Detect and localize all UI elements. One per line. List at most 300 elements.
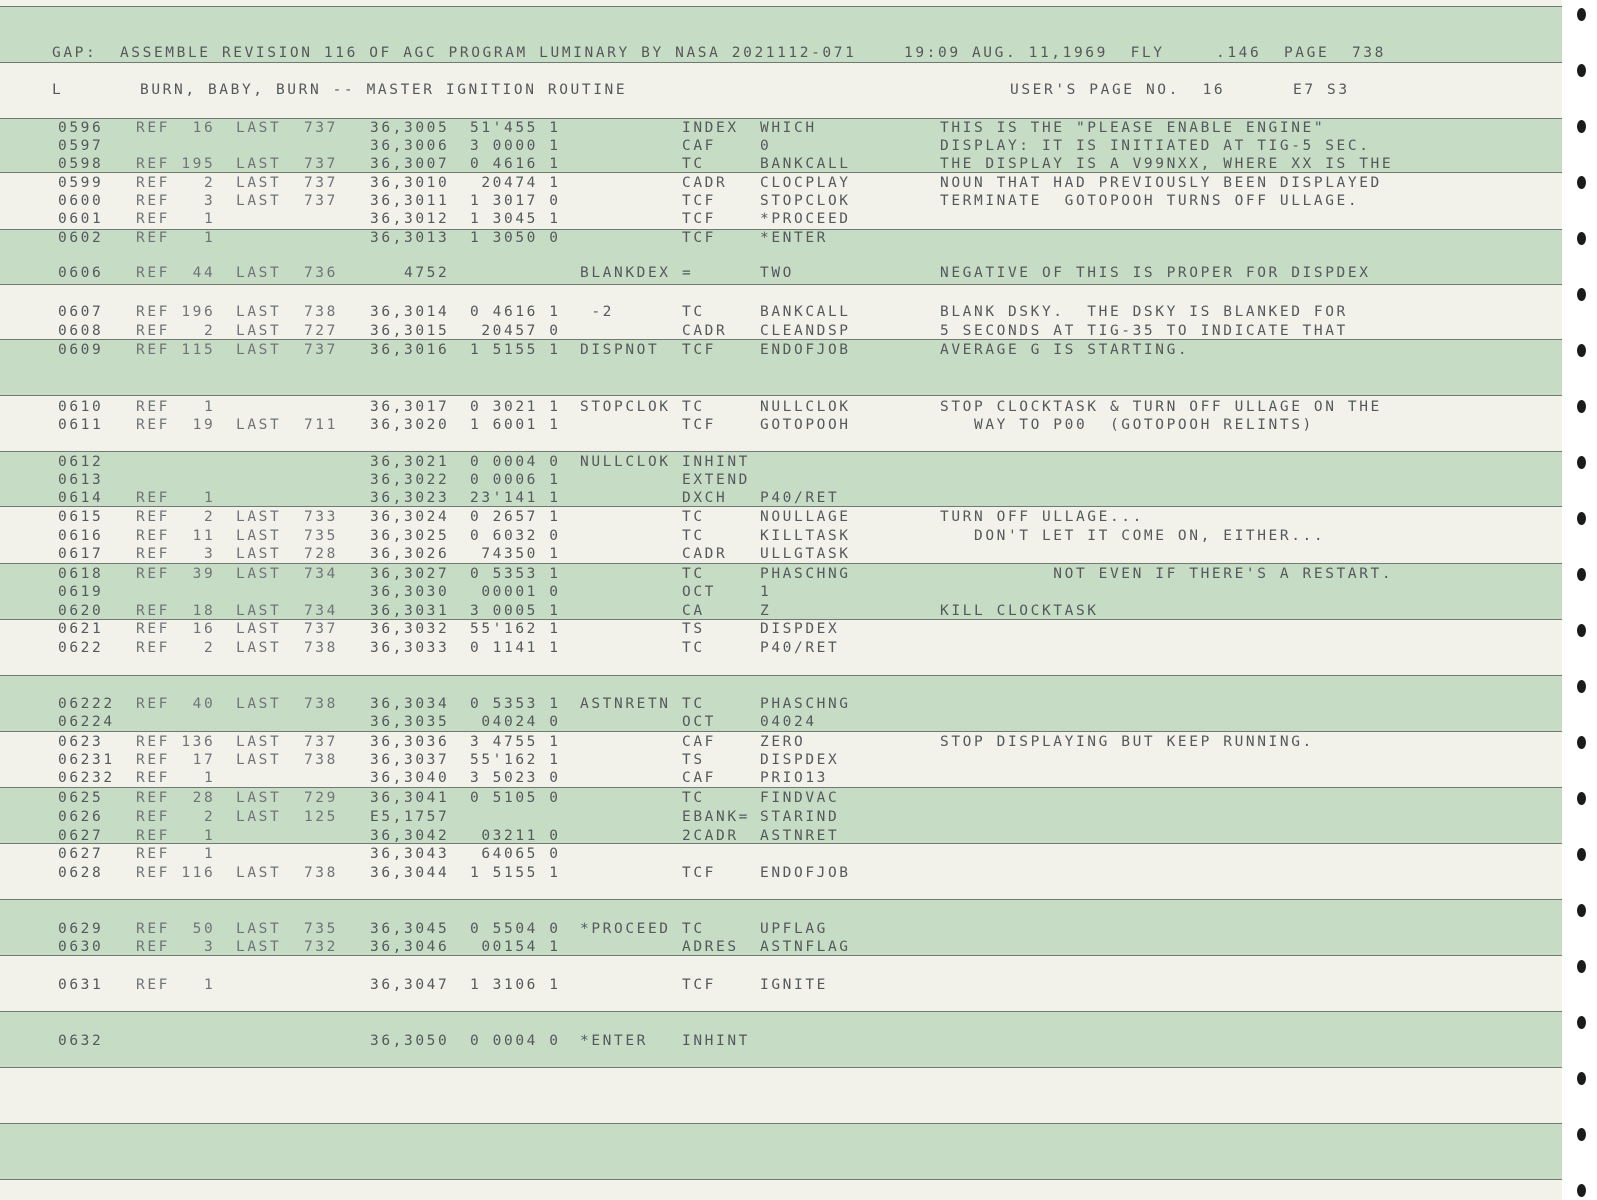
band-rule	[0, 1179, 1562, 1180]
last-ref: LAST 737	[236, 193, 338, 209]
octal-word: 1 3050 0	[470, 230, 561, 246]
operand: P40/RET	[760, 490, 840, 506]
label: NULLCLOK	[580, 454, 671, 470]
feed-hole-icon	[1577, 848, 1586, 861]
last-ref: LAST 735	[236, 921, 338, 937]
last-ref: LAST 736	[236, 265, 338, 281]
band-rule	[0, 62, 1562, 63]
feed-hole-icon	[1577, 1016, 1586, 1029]
band-rule	[0, 1011, 1562, 1012]
last-ref: LAST 729	[236, 790, 338, 806]
last-ref: LAST 733	[236, 509, 338, 525]
address: 36,3032	[370, 621, 450, 637]
last-ref: LAST 738	[236, 640, 338, 656]
operand: *ENTER	[760, 230, 828, 246]
opcode: CADR	[682, 323, 728, 339]
comment: STOP CLOCKTASK & TURN OFF ULLAGE ON THE	[940, 399, 1382, 415]
line-number: 0602	[58, 230, 104, 246]
comment: WAY TO P00 (GOTOPOOH RELINTS)	[940, 417, 1314, 433]
last-ref: LAST 734	[236, 566, 338, 582]
line-number: 0627	[58, 846, 104, 862]
address: 36,3026	[370, 546, 450, 562]
feed-hole-icon	[1577, 1072, 1586, 1085]
band-rule	[0, 899, 1562, 900]
line-number: 0608	[58, 323, 104, 339]
opcode: TCF	[682, 417, 716, 433]
address: 36,3006	[370, 138, 450, 154]
band-rule	[0, 563, 1562, 564]
address: 36,3050	[370, 1033, 450, 1049]
opcode: TC	[682, 509, 705, 525]
ref-count: REF 2	[136, 809, 216, 825]
octal-word: 04024 0	[470, 714, 561, 730]
octal-word: 23'141 1	[470, 490, 561, 506]
ref-count: REF 1	[136, 770, 216, 786]
line-number: 0625	[58, 790, 104, 806]
line-number: 0615	[58, 509, 104, 525]
octal-word: 3 4755 1	[470, 734, 561, 750]
opcode: OCT	[682, 584, 716, 600]
green-band	[0, 1123, 1562, 1179]
octal-word: 74350 1	[470, 546, 561, 562]
line-number: 0612	[58, 454, 104, 470]
ref-count: REF 2	[136, 640, 216, 656]
opcode: TCF	[682, 211, 716, 227]
last-ref: LAST 737	[236, 175, 338, 191]
opcode: INDEX	[682, 120, 739, 136]
octal-word: 0 3021 1	[470, 399, 561, 415]
address: 36,3043	[370, 846, 450, 862]
line-number: 06224	[58, 714, 115, 730]
ref-count: REF 116	[136, 865, 216, 881]
operand: FINDVAC	[760, 790, 840, 806]
last-ref: LAST 711	[236, 417, 338, 433]
octal-word: 0 5353 1	[470, 696, 561, 712]
comment: DISPLAY: IT IS INITIATED AT TIG-5 SEC.	[940, 138, 1371, 154]
print-timestamp: 19:09 AUG. 11,1969 FLY	[904, 45, 1165, 61]
line-number: 0622	[58, 640, 104, 656]
address: 36,3007	[370, 156, 450, 172]
octal-word: 20474 1	[470, 175, 561, 191]
opcode: EBANK=	[682, 809, 750, 825]
octal-word: 20457 0	[470, 323, 561, 339]
opcode: TCF	[682, 865, 716, 881]
octal-word: 3 0005 1	[470, 603, 561, 619]
address: 36,3011	[370, 193, 450, 209]
octal-word: 0 4616 1	[470, 156, 561, 172]
octal-word: 1 5155 1	[470, 865, 561, 881]
line-number: 0628	[58, 865, 104, 881]
address: 36,3012	[370, 211, 450, 227]
octal-word: 1 3106 1	[470, 977, 561, 993]
feed-hole-icon	[1577, 792, 1586, 805]
line-number: 0627	[58, 828, 104, 844]
address: 36,3046	[370, 939, 450, 955]
last-ref: LAST 735	[236, 528, 338, 544]
opcode: TCF	[682, 342, 716, 358]
ref-count: REF 16	[136, 120, 216, 136]
feed-hole-icon	[1577, 232, 1586, 245]
last-ref: LAST 728	[236, 546, 338, 562]
address: 36,3036	[370, 734, 450, 750]
opcode: TC	[682, 640, 705, 656]
operand: IGNITE	[760, 977, 828, 993]
octal-word: 55'162 1	[470, 752, 561, 768]
opcode: TC	[682, 566, 705, 582]
ref-count: REF 3	[136, 546, 216, 562]
operand: WHICH	[760, 120, 817, 136]
ref-count: REF 3	[136, 939, 216, 955]
octal-word: 55'162 1	[470, 621, 561, 637]
operand: STARIND	[760, 809, 840, 825]
ref-count: REF 39	[136, 566, 216, 582]
octal-word: 3 5023 0	[470, 770, 561, 786]
comment: NEGATIVE OF THIS IS PROPER FOR DISPDEX	[940, 265, 1371, 281]
operand: DISPDEX	[760, 621, 840, 637]
address: 36,3014	[370, 304, 450, 320]
operand: TWO	[760, 265, 794, 281]
operand: PHASCHNG	[760, 566, 851, 582]
ref-count: REF 40	[136, 696, 216, 712]
operand: KILLTASK	[760, 528, 851, 544]
address: 36,3047	[370, 977, 450, 993]
last-ref: LAST 738	[236, 696, 338, 712]
address: 36,3037	[370, 752, 450, 768]
opcode: DXCH	[682, 490, 728, 506]
operand: P40/RET	[760, 640, 840, 656]
line-number: 0617	[58, 546, 104, 562]
address: 36,3022	[370, 472, 450, 488]
band-rule	[0, 284, 1562, 285]
address: 36,3027	[370, 566, 450, 582]
line-number: 0614	[58, 490, 104, 506]
ref-count: REF 17	[136, 752, 216, 768]
operand: Z	[760, 603, 772, 619]
routine-title: BURN, BABY, BURN -- MASTER IGNITION ROUTINE	[140, 82, 628, 98]
octal-word: 0 2657 1	[470, 509, 561, 525]
ref-count: REF 1	[136, 230, 216, 246]
label: DISPNOT	[580, 342, 660, 358]
octal-word: 64065 0	[470, 846, 561, 862]
ref-count: REF 18	[136, 603, 216, 619]
line-number: 0630	[58, 939, 104, 955]
band-rule	[0, 1123, 1562, 1124]
ref-count: REF 196	[136, 304, 216, 320]
opcode: CAF	[682, 770, 716, 786]
band-rule	[0, 6, 1562, 7]
last-ref: LAST 738	[236, 304, 338, 320]
line-number: 0610	[58, 399, 104, 415]
last-ref: LAST 737	[236, 342, 338, 358]
line-number: 0601	[58, 211, 104, 227]
green-band	[0, 1011, 1562, 1067]
operand: ENDOFJOB	[760, 865, 851, 881]
octal-word: 0 5353 1	[470, 566, 561, 582]
address: E5,1757	[370, 809, 450, 825]
feed-hole-icon	[1577, 288, 1586, 301]
band-rule	[0, 395, 1562, 396]
feed-hole-icon	[1577, 736, 1586, 749]
line-number: 0616	[58, 528, 104, 544]
opcode: INHINT	[682, 454, 750, 470]
line-number: 0621	[58, 621, 104, 637]
feed-hole-icon	[1577, 904, 1586, 917]
opcode: TS	[682, 752, 705, 768]
feed-hole-icon	[1577, 960, 1586, 973]
operand: CLEANDSP	[760, 323, 851, 339]
feed-hole-icon	[1577, 512, 1586, 525]
last-ref: LAST 734	[236, 603, 338, 619]
line-number: 0631	[58, 977, 104, 993]
operand: ASTNRET	[760, 828, 840, 844]
address: 36,3021	[370, 454, 450, 470]
last-ref: LAST 738	[236, 752, 338, 768]
ref-count: REF 1	[136, 977, 216, 993]
feed-hole-icon	[1577, 1184, 1586, 1197]
operand: PHASCHNG	[760, 696, 851, 712]
address: 36,3016	[370, 342, 450, 358]
opcode: TC	[682, 528, 705, 544]
line-number: 0598	[58, 156, 104, 172]
operand: NULLCLOK	[760, 399, 851, 415]
line-number: 0609	[58, 342, 104, 358]
feed-hole-icon	[1577, 568, 1586, 581]
line-number: 0626	[58, 809, 104, 825]
opcode: TCF	[682, 193, 716, 209]
band-rule	[0, 731, 1562, 732]
line-number: 0606	[58, 265, 104, 281]
comment: NOT EVEN IF THERE'S A RESTART.	[940, 566, 1394, 582]
line-number: 0623	[58, 734, 104, 750]
operand: DISPDEX	[760, 752, 840, 768]
operand: ZERO	[760, 734, 806, 750]
octal-word: 1 3045 1	[470, 211, 561, 227]
comment: KILL CLOCKTASK	[940, 603, 1099, 619]
opcode: TCF	[682, 977, 716, 993]
address: 36,3041	[370, 790, 450, 806]
address: 36,3005	[370, 120, 450, 136]
ref-count: REF 1	[136, 846, 216, 862]
ref-count: REF 1	[136, 828, 216, 844]
operand: GOTOPOOH	[760, 417, 851, 433]
opcode: TC	[682, 696, 705, 712]
comment: 5 SECONDS AT TIG-35 TO INDICATE THAT	[940, 323, 1348, 339]
last-ref: LAST 125	[236, 809, 338, 825]
feed-hole-icon	[1577, 344, 1586, 357]
octal-word: 0 5504 0	[470, 921, 561, 937]
address: 36,3024	[370, 509, 450, 525]
octal-word: 0 0004 0	[470, 1033, 561, 1049]
operand: 1	[760, 584, 772, 600]
ref-count: REF 115	[136, 342, 216, 358]
feed-hole-icon	[1577, 1128, 1586, 1141]
address: 36,3044	[370, 865, 450, 881]
operand: ASTNFLAG	[760, 939, 851, 955]
opcode: CA	[682, 603, 705, 619]
line-number: 0599	[58, 175, 104, 191]
last-ref: LAST 732	[236, 939, 338, 955]
opcode: INHINT	[682, 1033, 750, 1049]
address: 36,3034	[370, 696, 450, 712]
operand: 04024	[760, 714, 817, 730]
address: 36,3020	[370, 417, 450, 433]
ref-count: REF 2	[136, 509, 216, 525]
line-number: 0632	[58, 1033, 104, 1049]
label: BLANKDEX =	[580, 265, 694, 281]
ref-count: REF 1	[136, 490, 216, 506]
octal-word: 00001 0	[470, 584, 561, 600]
label: *PROCEED	[580, 921, 671, 937]
ref-count: REF 195	[136, 156, 216, 172]
assembly-header: GAP: ASSEMBLE REVISION 116 OF AGC PROGRAM LUMINARY BY NASA 2021112-071	[52, 45, 857, 61]
operand: 0	[760, 138, 772, 154]
label: -2	[580, 304, 614, 320]
label: ASTNRETN	[580, 696, 671, 712]
line-number: 0618	[58, 566, 104, 582]
opcode: 2CADR	[682, 828, 739, 844]
octal-word: 1 3017 0	[470, 193, 561, 209]
octal-word: 03211 0	[470, 828, 561, 844]
feed-hole-icon	[1577, 176, 1586, 189]
operand: BANKCALL	[760, 304, 851, 320]
ref-count: REF 136	[136, 734, 216, 750]
band-rule	[0, 451, 1562, 452]
band-rule	[0, 787, 1562, 788]
feed-hole-icon	[1577, 400, 1586, 413]
ref-count: REF 50	[136, 921, 216, 937]
octal-word: 0 4616 1	[470, 304, 561, 320]
operand: ULLGTASK	[760, 546, 851, 562]
address: 4752	[370, 265, 450, 281]
operand: CLOCPLAY	[760, 175, 851, 191]
comment: TURN OFF ULLAGE...	[940, 509, 1144, 525]
operand: BANKCALL	[760, 156, 851, 172]
operand: NOULLAGE	[760, 509, 851, 525]
comment: TERMINATE GOTOPOOH TURNS OFF ULLAGE.	[940, 193, 1360, 209]
ref-count: REF 2	[136, 175, 216, 191]
operand: ENDOFJOB	[760, 342, 851, 358]
operand: STOPCLOK	[760, 193, 851, 209]
address: 36,3025	[370, 528, 450, 544]
line-number: 0629	[58, 921, 104, 937]
comment: AVERAGE G IS STARTING.	[940, 342, 1190, 358]
opcode: TS	[682, 621, 705, 637]
ref-count: REF 16	[136, 621, 216, 637]
octal-word: 3 0000 1	[470, 138, 561, 154]
feed-hole-icon	[1577, 456, 1586, 469]
last-ref: LAST 738	[236, 865, 338, 881]
comment: BLANK DSKY. THE DSKY IS BLANKED FOR	[940, 304, 1348, 320]
address: 36,3015	[370, 323, 450, 339]
octal-word: 0 0004 0	[470, 454, 561, 470]
octal-word: 1 5155 1	[470, 342, 561, 358]
octal-word: 0 6032 0	[470, 528, 561, 544]
last-ref: LAST 727	[236, 323, 338, 339]
feed-hole-icon	[1577, 8, 1586, 21]
line-number: 06232	[58, 770, 115, 786]
opcode: CADR	[682, 546, 728, 562]
address: 36,3013	[370, 230, 450, 246]
line-number: 06222	[58, 696, 115, 712]
label: STOPCLOK	[580, 399, 671, 415]
address: 36,3033	[370, 640, 450, 656]
line-number: 0620	[58, 603, 104, 619]
last-ref: LAST 737	[236, 734, 338, 750]
ref-count: REF 1	[136, 399, 216, 415]
last-ref: LAST 737	[236, 621, 338, 637]
opcode: TC	[682, 156, 705, 172]
feed-hole-icon	[1577, 64, 1586, 77]
page-number: .146 PAGE 738	[1216, 45, 1386, 61]
opcode: TC	[682, 790, 705, 806]
address: 36,3042	[370, 828, 450, 844]
ref-count: REF 2	[136, 323, 216, 339]
comment: THIS IS THE "PLEASE ENABLE ENGINE"	[940, 120, 1326, 136]
address: 36,3035	[370, 714, 450, 730]
row-marker: L	[52, 82, 64, 98]
opcode: TCF	[682, 230, 716, 246]
line-number: 0619	[58, 584, 104, 600]
opcode: CADR	[682, 175, 728, 191]
feed-hole-icon	[1577, 680, 1586, 693]
line-number: 0607	[58, 304, 104, 320]
page-code: E7 S3	[1293, 82, 1350, 98]
band-rule	[0, 1067, 1562, 1068]
address: 36,3040	[370, 770, 450, 786]
address: 36,3023	[370, 490, 450, 506]
octal-word: 0 1141 1	[470, 640, 561, 656]
address: 36,3010	[370, 175, 450, 191]
label: *ENTER	[580, 1033, 648, 1049]
comment: NOUN THAT HAD PREVIOUSLY BEEN DISPLAYED	[940, 175, 1382, 191]
opcode: TC	[682, 304, 705, 320]
line-number: 06231	[58, 752, 115, 768]
opcode: OCT	[682, 714, 716, 730]
opcode: TC	[682, 921, 705, 937]
operand: *PROCEED	[760, 211, 851, 227]
line-number: 0597	[58, 138, 104, 154]
octal-word: 0 0006 1	[470, 472, 561, 488]
address: 36,3045	[370, 921, 450, 937]
line-number: 0600	[58, 193, 104, 209]
ref-count: REF 44	[136, 265, 216, 281]
address: 36,3017	[370, 399, 450, 415]
ref-count: REF 3	[136, 193, 216, 209]
address: 36,3031	[370, 603, 450, 619]
octal-word: 1 6001 1	[470, 417, 561, 433]
address: 36,3030	[370, 584, 450, 600]
line-number: 0611	[58, 417, 104, 433]
opcode: CAF	[682, 138, 716, 154]
users-page-number: USER'S PAGE NO. 16	[1010, 82, 1226, 98]
ref-count: REF 11	[136, 528, 216, 544]
line-number: 0596	[58, 120, 104, 136]
comment: STOP DISPLAYING BUT KEEP RUNNING.	[940, 734, 1314, 750]
opcode: EXTEND	[682, 472, 750, 488]
octal-word: 00154 1	[470, 939, 561, 955]
operand: UPFLAG	[760, 921, 828, 937]
opcode: CAF	[682, 734, 716, 750]
line-number: 0613	[58, 472, 104, 488]
ref-count: REF 28	[136, 790, 216, 806]
octal-word: 0 5105 0	[470, 790, 561, 806]
last-ref: LAST 737	[236, 120, 338, 136]
ref-count: REF 1	[136, 211, 216, 227]
comment: THE DISPLAY IS A V99NXX, WHERE XX IS THE	[940, 156, 1394, 172]
octal-word: 51'455 1	[470, 120, 561, 136]
feed-hole-icon	[1577, 120, 1586, 133]
operand: PRIO13	[760, 770, 828, 786]
